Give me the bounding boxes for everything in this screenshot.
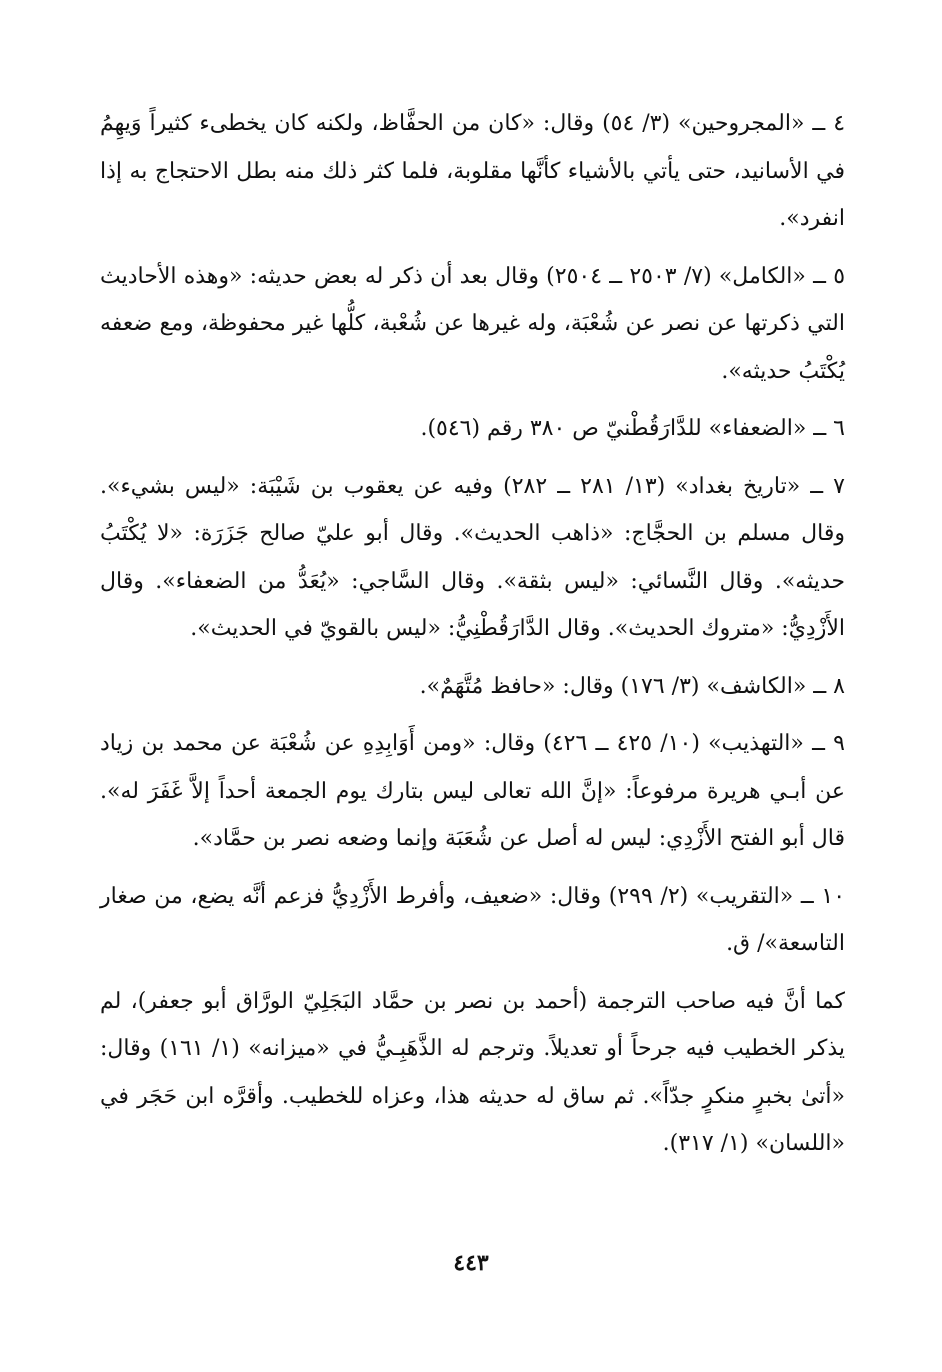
page-number: ٤٤٣ xyxy=(453,1250,489,1276)
footnote-8: ٨ ــ «الكاشف» (٣/ ١٧٦) وقال: «حافظ مُتَّهَمٌ». xyxy=(419,673,845,699)
footnote-10: ١٠ ــ «التقريب» (٢/ ٢٩٩) وقال: «ضعيف، وأفرط الأَزْدِيُّ فزعم أنَّه يضع، من صغار التاسعة»/ ق. xyxy=(100,883,846,956)
footnotes-text xyxy=(100,100,845,1178)
footnote-6: ٦ ــ «الضعفاء» للدَّارَقُطْنيّ ص ٣٨٠ رقم (٥٤٦). xyxy=(420,416,845,441)
footnote-7: ٧ ــ «تاريخ بغداد» (١٣/ ٢٨١ ــ ٢٨٢) وفيه عن يعقوب بن شَيْبَة: «ليس بشيء». وقال مسلم بن الحجَّاج: «ذاهب الحديث». وقال أبو عليّ صالح جَزَرَة: «لا يُكْتَبُ حديثه». وقال النَّسائي: «ليس بثقة». وقال السَّاجي: «يُعَدُّ من الضعفاء». وقال الأَزْدِيُّ: «متروك الحديث». وقال الدَّارَقُطْنِيُّ: «ليس بالقويّ في الحديث». xyxy=(100,473,845,641)
footnote-9: ٩ ــ «التهذيب» (١٠/ ٤٢٥ ــ ٤٢٦) وقال: «ومن أَوَابِدِهِ عن شُعْبَة عن محمد بن زياد عن أبـي هريرة مرفوعاً: «إنَّ الله تعالى ليس بتارك يوم الجمعة أحداً إلاَّ غَفَرَ له». قال أبو الفتح الأَزْدِي: ليس له أصل عن شُعَبَة وإنما وضعه نصر بن حمَّاد». xyxy=(100,731,845,851)
footnote-4: ٤ ــ «المجروحين» (٣/ ٥٤) وقال: «كان من الحفَّاظ، ولكنه كان يخطىء كثيراً وَيهِمُ في الأسانيد، حتى يأتي بالأشياء كأنَّها مقلوبة، فلما كثر ذلك منه بطل الاحتجاج به إذا انفرد». xyxy=(100,111,846,231)
closing-paragraph: كما أنَّ فيه صاحب الترجمة (أحمد بن نصر بن حمَّاد البَجَلِيّ الورَّاق أبو جعفر)، لم يذكر الخطيب فيه جرحاً أو تعديلاً. وترجم له الذَّهَبِـيُّ في «ميزانه» (١/ ١٦١) وقال: «أتىٰ بخبرٍ منكرٍ جدّاً». ثم ساق له حديثه هذا، وعزاه للخطيب. وأقرَّه ابن حَجَر في «اللسان» (١/ ٣١٧). xyxy=(100,988,846,1156)
footnote-5: ٥ ــ «الكامل» (٧/ ٢٥٠٣ ــ ٢٥٠٤) وقال بعد أن ذكر له بعض حديثه: «وهذه الأحاديث التي ذكرتها عن نصر عن شُعْبَة، وله غيرها عن شُعْبة، كلُّها غير محفوظة، ومع ضعفه يُكْتَبُ حديثه». xyxy=(100,263,846,384)
